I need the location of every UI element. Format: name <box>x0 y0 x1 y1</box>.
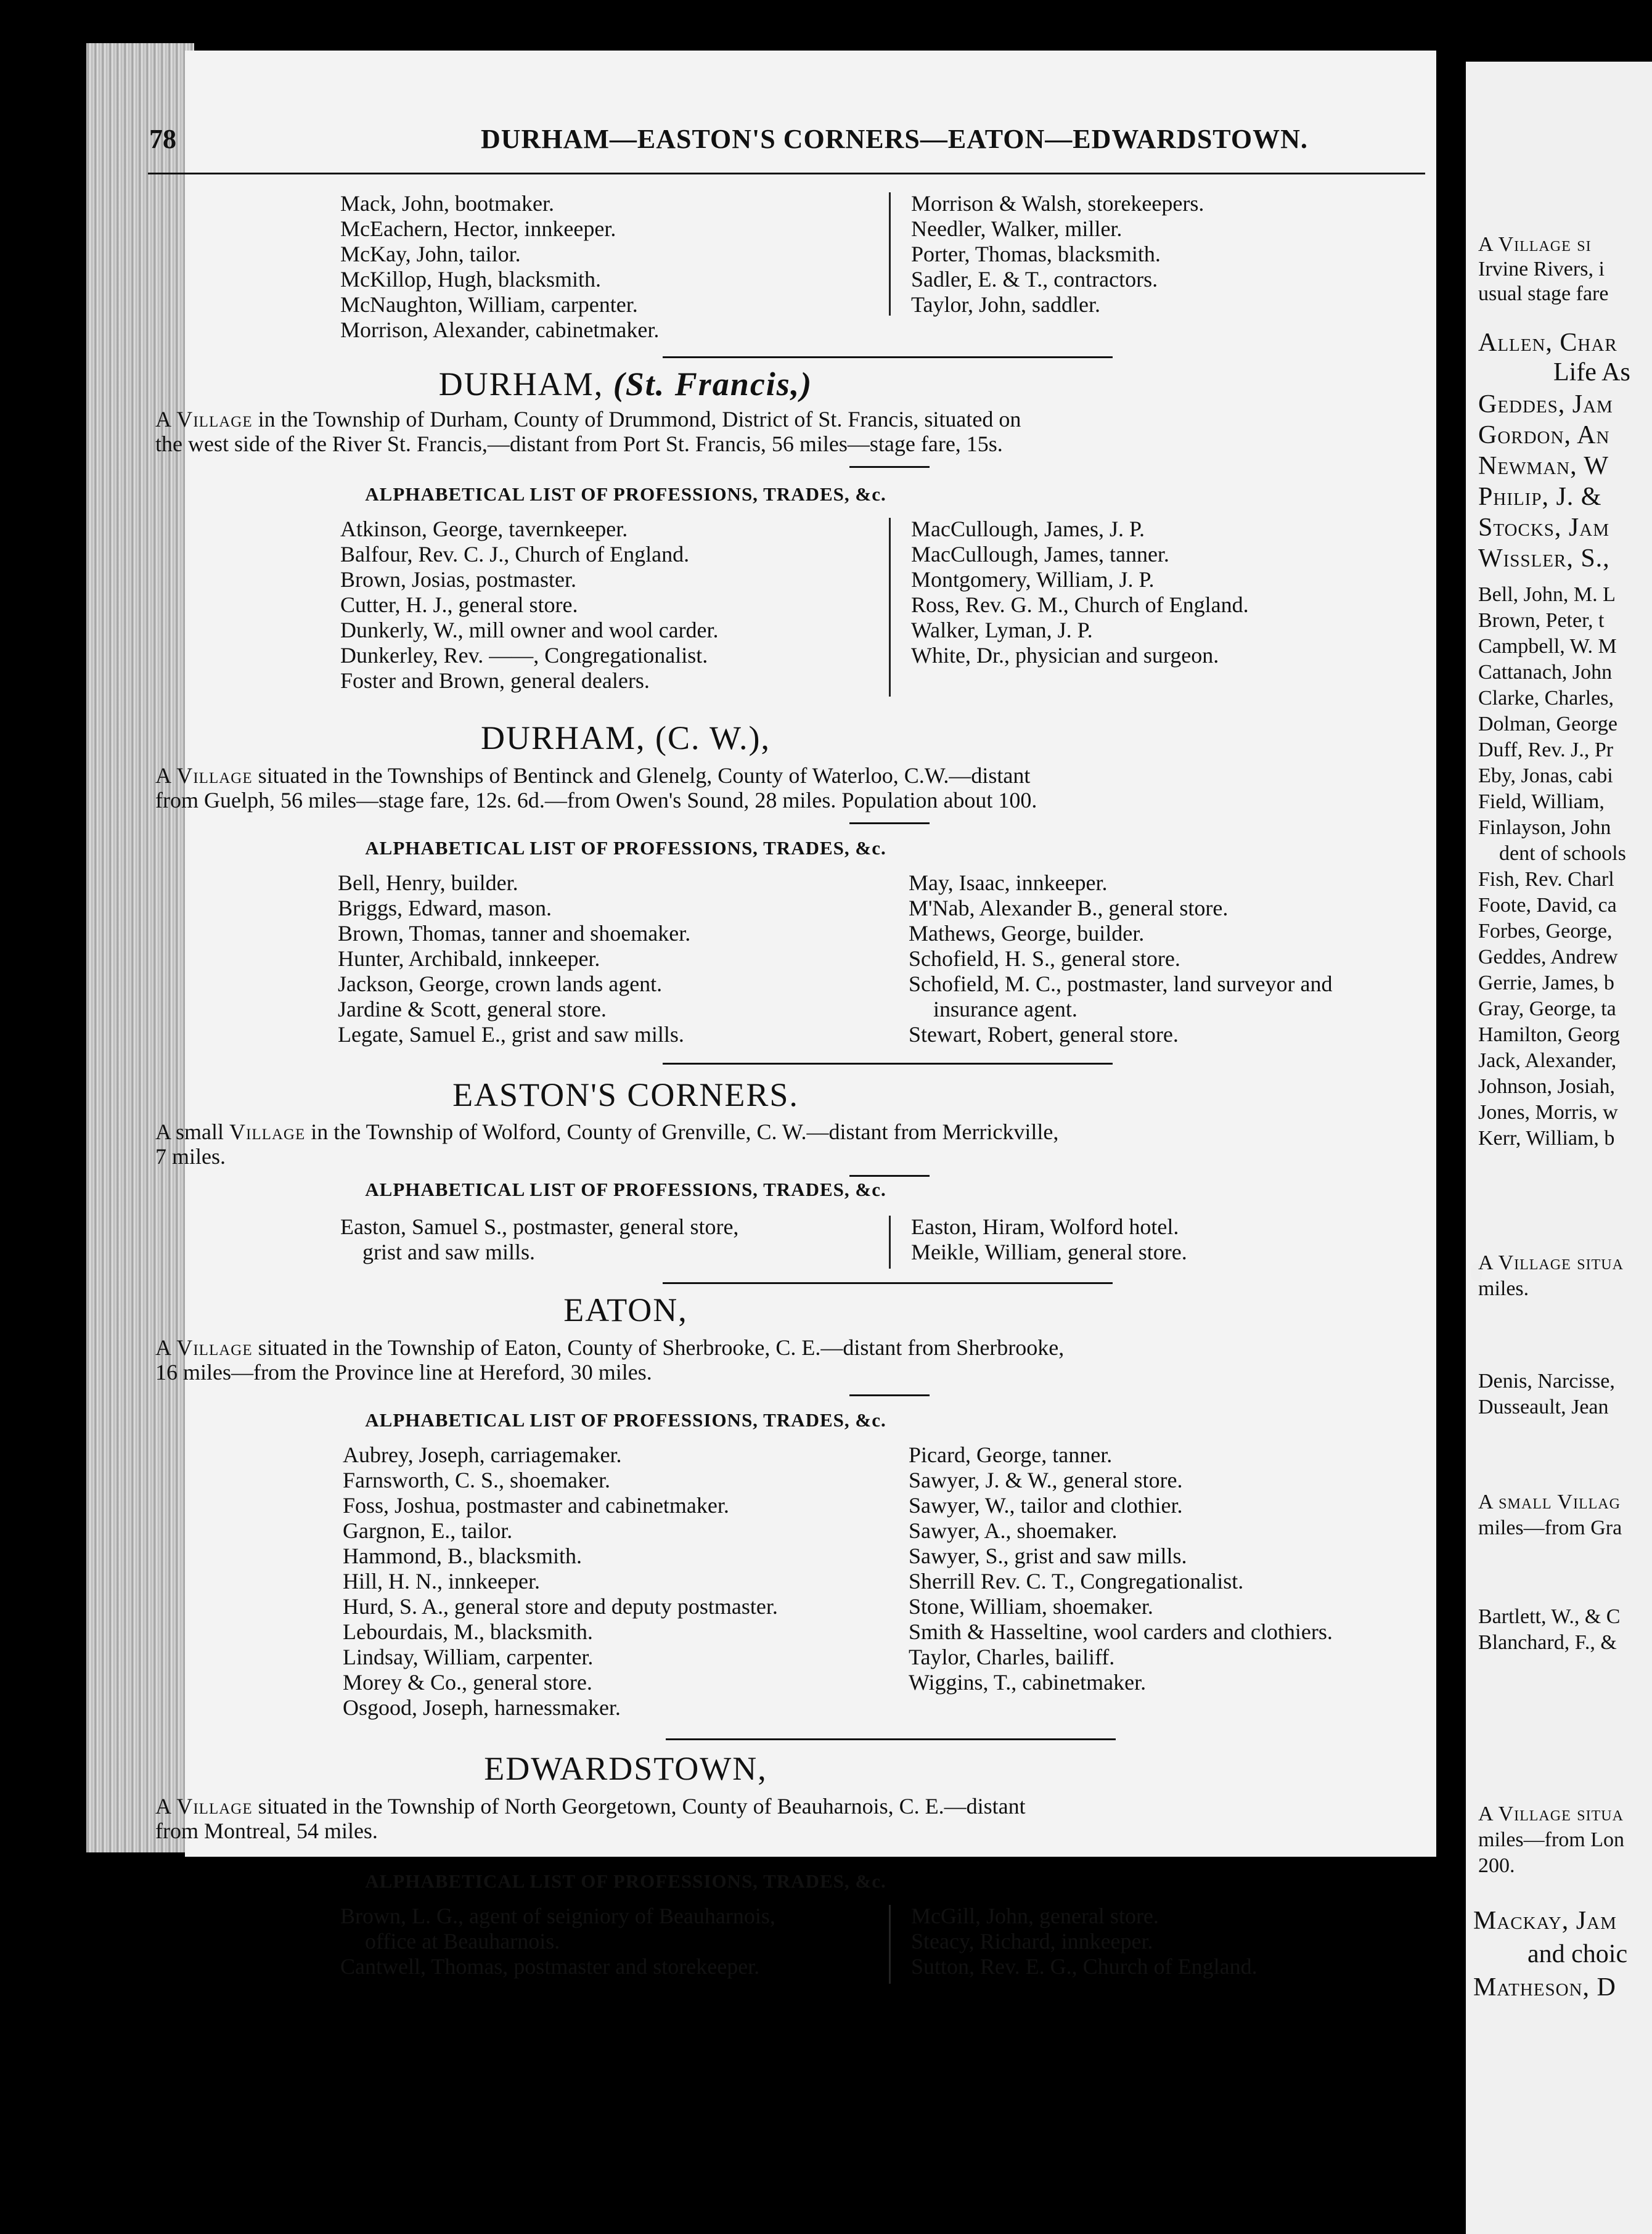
list-entry: Atkinson, George, tavernkeeper. <box>340 517 628 541</box>
eaton-right-column <box>909 1442 1333 1695</box>
header-rule <box>148 173 1425 174</box>
fragment-line: Kerr, William, b <box>1478 1127 1615 1150</box>
list-entry: Legate, Samuel E., grist and saw mills. <box>338 1022 684 1047</box>
list-entry: Walker, Lyman, J. P. <box>911 618 1093 642</box>
fragment-line: Geddes, Jam <box>1478 390 1613 419</box>
section-title-eaton: EATON, <box>563 1291 688 1328</box>
fragment-line: Forbes, George, <box>1478 920 1613 943</box>
page-number: 78 <box>149 124 176 154</box>
section-title-edwardstown: EDWARDSTOWN, <box>484 1750 767 1787</box>
list-entry: Mathews, George, builder. <box>909 921 1145 946</box>
list-heading: ALPHABETICAL LIST OF PROFESSIONS, TRADES, &c. <box>365 1179 886 1200</box>
section-title-eastons-corners: EASTON'S CORNERS. <box>452 1076 799 1113</box>
list-entry: Taylor, Charles, bailiff. <box>909 1645 1115 1669</box>
fragment-line: Campbell, W. M <box>1478 635 1617 658</box>
eastons-left-column <box>340 1214 738 1265</box>
fragment-line: miles—from Gra <box>1478 1516 1622 1539</box>
list-entry: Smith & Hasseltine, wool carders and clothiers. <box>909 1619 1333 1644</box>
fragment-line: dent of schools <box>1499 842 1626 865</box>
fragment-line: Eby, Jonas, cabi <box>1478 764 1613 787</box>
eaton-left-column <box>343 1442 778 1721</box>
fragment-line: Gerrie, James, b <box>1478 972 1614 994</box>
short-rule <box>849 822 930 824</box>
edwardstown-left-column <box>340 1904 775 1979</box>
fragment-line: and choic <box>1527 1940 1628 1968</box>
list-entry: Foster and Brown, general dealers. <box>340 668 650 693</box>
list-entry: Meikle, William, general store. <box>911 1240 1187 1264</box>
list-entry: Osgood, Joseph, harnessmaker. <box>343 1695 621 1720</box>
list-entry-continuation: insurance agent. <box>933 997 1077 1021</box>
list-entry: Farnsworth, C. S., shoemaker. <box>343 1468 610 1492</box>
durham-sf-right-column <box>911 517 1249 668</box>
list-entry: Morrison, Alexander, cabinetmaker. <box>340 317 660 342</box>
short-rule <box>849 1394 930 1396</box>
fragment-line: Jack, Alexander, <box>1478 1049 1617 1072</box>
list-entry: Sawyer, J. & W., general store. <box>909 1468 1183 1492</box>
durham-sf-left-column <box>340 517 719 694</box>
fragment-line: Newman, W <box>1478 452 1609 480</box>
list-entry: Dunkerly, W., mill owner and wool carder. <box>340 618 719 642</box>
eastons-right-column <box>911 1214 1187 1265</box>
fragment-line: Bell, John, M. L <box>1478 583 1616 606</box>
fragment-line: Life As <box>1553 358 1630 387</box>
list-entry-continuation: office at Beauharnois. <box>365 1929 560 1954</box>
fragment-line: Fish, Rev. Charl <box>1478 868 1614 891</box>
short-rule <box>849 466 930 468</box>
list-entry: Balfour, Rev. C. J., Church of England. <box>340 542 690 567</box>
section-description: A Village in the Township of Durham, County of Drummond, District of St. Francis, situated on the west side of the River St. Francis,—distant from Port St. Francis, 56 miles—stage fare, 15s. <box>155 407 1021 456</box>
fragment-line: Johnson, Josiah, <box>1478 1075 1615 1098</box>
fragment-line: miles—from Lon <box>1478 1828 1625 1851</box>
fragment-line: Dolman, George <box>1478 713 1617 735</box>
list-entry: Gargnon, E., tailor. <box>343 1518 513 1543</box>
fragment-line: A Village situa <box>1478 1802 1624 1825</box>
section-rule <box>666 1738 1116 1740</box>
list-entry: Montgomery, William, J. P. <box>911 567 1155 592</box>
durham-cw-left-column <box>338 870 690 1047</box>
list-entry: Hill, H. N., innkeeper. <box>343 1569 540 1594</box>
fragment-line: Clarke, Charles, <box>1478 687 1614 710</box>
list-entry: Brown, L. G., agent of seigniory of Beauharnois, <box>340 1904 775 1928</box>
list-entry: Easton, Hiram, Wolford hotel. <box>911 1214 1179 1239</box>
edwardstown-right-column <box>911 1904 1257 1979</box>
running-title: DURHAM—EASTON'S CORNERS—EATON—EDWARDSTOWN. <box>481 124 1308 154</box>
section-title-durham-cw: DURHAM, (C. W.), <box>480 719 771 756</box>
list-entry: Sadler, E. & T., contractors. <box>911 267 1158 292</box>
list-heading: ALPHABETICAL LIST OF PROFESSIONS, TRADES, &c. <box>365 837 886 859</box>
fragment-line: Brown, Peter, t <box>1478 609 1605 632</box>
book-page-edges <box>86 43 194 1852</box>
list-entry: Stone, William, shoemaker. <box>909 1594 1153 1619</box>
section-description: A Village situated in the Townships of Bentinck and Glenelg, County of Waterloo, C.W.—distant from Guelph, 56 miles—stage fare, 12s. 6d.—from Owen's Sound, 28 miles. Population about 100. <box>155 763 1037 812</box>
continued-left-column <box>340 191 659 343</box>
short-rule <box>849 1175 930 1177</box>
list-entry: Schofield, H. S., general store. <box>909 946 1180 971</box>
fragment-line: Gray, George, ta <box>1478 997 1616 1020</box>
fragment-line: Finlayson, John <box>1478 816 1611 839</box>
section-description: A Village situated in the Township of North Georgetown, County of Beauharnois, C. E.—distant from Montreal, 54 miles. <box>155 1794 1026 1843</box>
book-gutter <box>1436 37 1467 2234</box>
column-divider <box>889 1905 891 1984</box>
section-rule <box>663 356 1113 358</box>
fragment-line: Field, William, <box>1478 790 1605 813</box>
fragment-line: Allen, Char <box>1478 329 1617 357</box>
list-heading: ALPHABETICAL LIST OF PROFESSIONS, TRADES, &c. <box>365 1409 886 1431</box>
list-entry: Hammond, B., blacksmith. <box>343 1544 582 1568</box>
fragment-line: Cattanach, John <box>1478 661 1613 684</box>
column-divider <box>889 1216 891 1269</box>
list-entry: Steacy, Richard, innkeeper. <box>911 1929 1153 1954</box>
fragment-line: Mackay, Jam <box>1473 1907 1617 1935</box>
list-entry: Jackson, George, crown lands agent. <box>338 972 663 996</box>
list-entry: White, Dr., physician and surgeon. <box>911 643 1219 668</box>
scan-background <box>0 0 92 2234</box>
section-description: A Village situated in the Township of Eaton, County of Sherbrooke, C. E.—distant from Sherbrooke, 16 miles—from the Province line at Hereford, 30 miles. <box>155 1335 1065 1385</box>
list-entry: Stewart, Robert, general store. <box>909 1022 1179 1047</box>
list-entry: Lindsay, William, carpenter. <box>343 1645 594 1669</box>
list-entry: Dunkerley, Rev. ——, Congregationalist. <box>340 643 708 668</box>
list-entry: Hunter, Archibald, innkeeper. <box>338 946 600 971</box>
fragment-line: Blanchard, F., & <box>1478 1631 1617 1654</box>
list-entry: Sutton, Rev. E. G., Church of England. <box>911 1954 1257 1979</box>
list-entry: May, Isaac, innkeeper. <box>909 870 1108 895</box>
fragment-line: Bartlett, W., & C <box>1478 1605 1621 1628</box>
list-entry: Sherrill Rev. C. T., Congregationalist. <box>909 1569 1244 1594</box>
section-rule <box>663 1282 1113 1284</box>
fragment-line: usual stage fare <box>1478 282 1609 305</box>
list-heading: ALPHABETICAL LIST OF PROFESSIONS, TRADES, &c. <box>365 483 886 505</box>
list-entry: M'Nab, Alexander B., general store. <box>909 896 1229 920</box>
list-entry: McEachern, Hector, innkeeper. <box>340 216 616 241</box>
section-rule <box>663 1063 1113 1065</box>
list-entry: Picard, George, tanner. <box>909 1442 1113 1467</box>
list-entry: Schofield, M. C., postmaster, land surveyor and <box>909 972 1333 996</box>
list-entry: McNaughton, William, carpenter. <box>340 292 638 317</box>
list-entry: Morey & Co., general store. <box>343 1670 592 1695</box>
list-entry: Taylor, John, saddler. <box>911 292 1100 317</box>
list-entry: Wiggins, T., cabinetmaker. <box>909 1670 1147 1695</box>
list-entry: Mack, John, bootmaker. <box>340 191 554 216</box>
fragment-line: Irvine Rivers, i <box>1478 258 1605 280</box>
fragment-line: Gordon, An <box>1478 421 1610 449</box>
fragment-line: Wissler, S., <box>1478 544 1610 573</box>
fragment-line: Foote, David, ca <box>1478 894 1617 917</box>
list-entry: Foss, Joshua, postmaster and cabinetmaker. <box>343 1493 729 1518</box>
fragment-line: Geddes, Andrew <box>1478 946 1618 968</box>
list-entry: Easton, Samuel S., postmaster, general store, <box>340 1214 739 1239</box>
fragment-line: Dusseault, Jean <box>1478 1396 1609 1418</box>
fragment-line: Duff, Rev. J., Pr <box>1478 739 1614 761</box>
continued-right-column <box>911 191 1204 317</box>
list-entry: Brown, Josias, postmaster. <box>340 567 576 592</box>
list-entry: Porter, Thomas, blacksmith. <box>911 242 1161 266</box>
fragment-line: miles. <box>1478 1277 1529 1300</box>
list-entry: MacCullough, James, tanner. <box>911 542 1169 567</box>
column-divider <box>889 192 891 316</box>
fragment-line: A Village si <box>1478 233 1592 256</box>
fragment-line: Philip, J. & <box>1478 483 1602 511</box>
list-entry: Hurd, S. A., general store and deputy postmaster. <box>343 1594 778 1619</box>
list-entry: McKay, John, tailor. <box>340 242 521 266</box>
list-entry: MacCullough, James, J. P. <box>911 517 1145 541</box>
list-entry: Morrison & Walsh, storekeepers. <box>911 191 1204 216</box>
fragment-line: 200. <box>1478 1854 1515 1877</box>
list-entry-continuation: grist and saw mills. <box>362 1240 535 1264</box>
list-entry: McKillop, Hugh, blacksmith. <box>340 267 601 292</box>
section-description: A small Village in the Township of Wolford, County of Grenville, C. W.—distant from Merrickville, 7 miles. <box>155 1119 1059 1169</box>
durham-cw-right-column <box>909 870 1332 1047</box>
fragment-line: Matheson, D <box>1473 1973 1616 2002</box>
list-entry: Cantwell, Thomas, postmaster and storekeeper. <box>340 1954 760 1979</box>
list-heading: ALPHABETICAL LIST OF PROFESSIONS, TRADES, &c. <box>365 1870 886 1892</box>
list-entry: Jardine & Scott, general store. <box>338 997 607 1021</box>
column-divider <box>889 518 891 697</box>
list-entry: Cutter, H. J., general store. <box>340 592 578 617</box>
fragment-line: A small Villag <box>1478 1491 1621 1513</box>
list-entry: Sawyer, S., grist and saw mills. <box>909 1544 1187 1568</box>
list-entry: Ross, Rev. G. M., Church of England. <box>911 592 1249 617</box>
fragment-line: A Village situa <box>1478 1251 1624 1274</box>
list-entry: Bell, Henry, builder. <box>338 870 518 895</box>
list-entry: Brown, Thomas, tanner and shoemaker. <box>338 921 691 946</box>
list-entry: Sawyer, A., shoemaker. <box>909 1518 1118 1543</box>
fragment-line: Jones, Morris, w <box>1478 1101 1618 1124</box>
fragment-line: Hamilton, Georg <box>1478 1023 1620 1046</box>
list-entry: Needler, Walker, miller. <box>911 216 1122 241</box>
list-entry: Sawyer, W., tailor and clothier. <box>909 1493 1183 1518</box>
list-entry: Lebourdais, M., blacksmith. <box>343 1619 593 1644</box>
fragment-line: Stocks, Jam <box>1478 513 1609 542</box>
list-entry: McGill, John, general store. <box>911 1904 1159 1928</box>
fragment-line: Denis, Narcisse, <box>1478 1370 1615 1393</box>
list-entry: Briggs, Edward, mason. <box>338 896 552 920</box>
list-entry: Aubrey, Joseph, carriagemaker. <box>343 1442 622 1467</box>
section-title-durham-st-francis: DURHAM, (St. Francis,) <box>438 366 813 403</box>
